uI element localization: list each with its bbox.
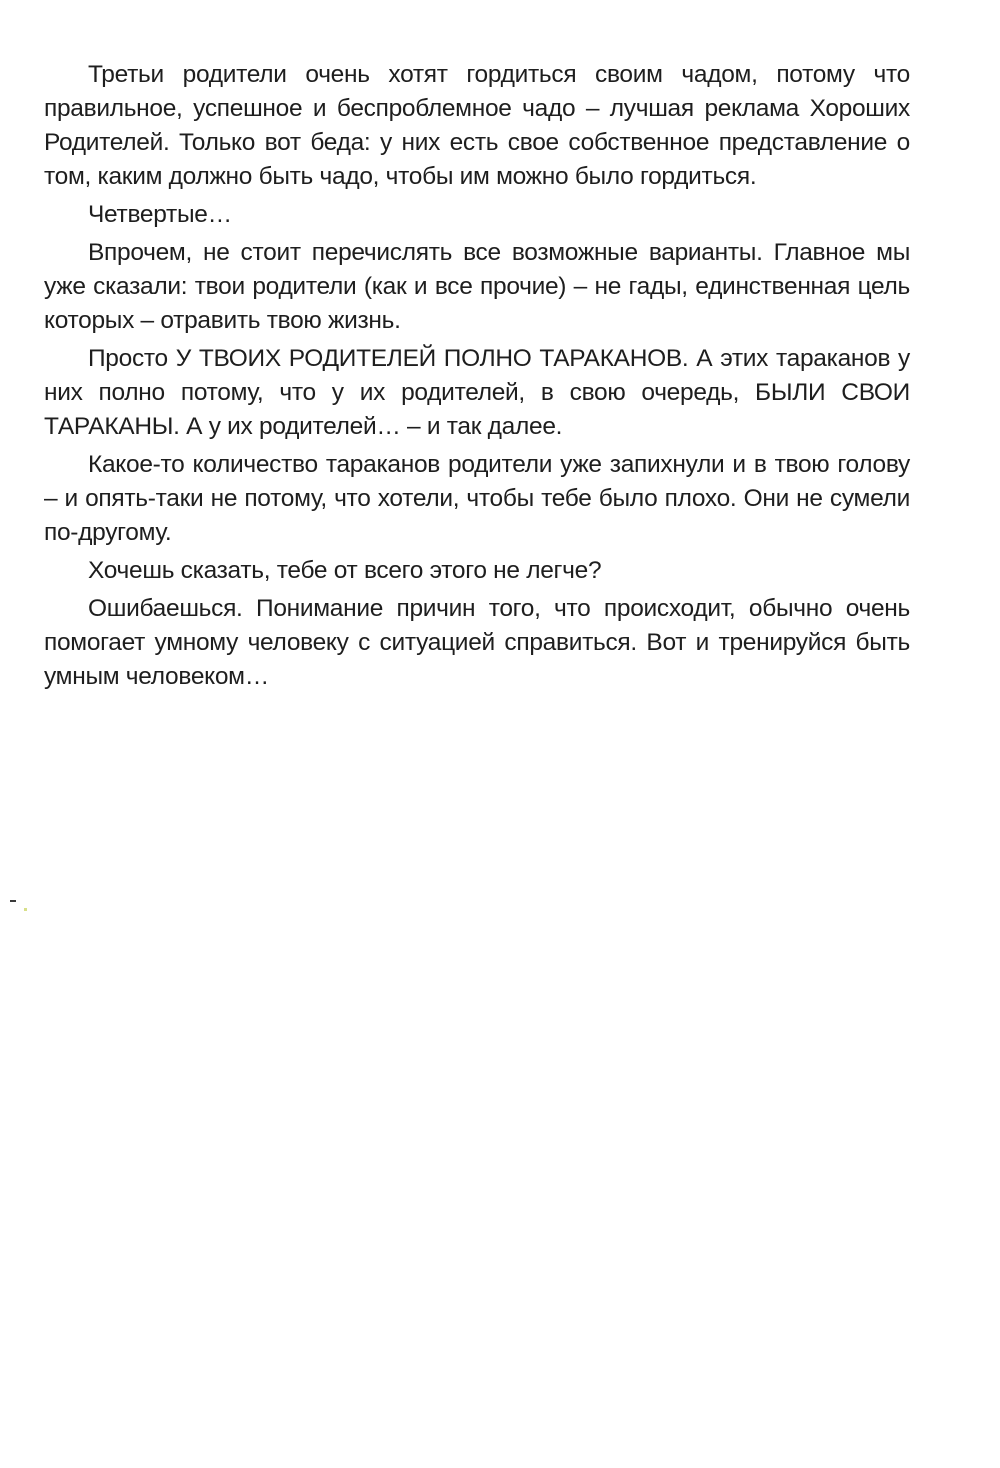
paragraph-3: Впрочем, не стоит перечислять все возможные варианты. Главное мы уже сказали: твои родители (как и все прочие) – не гады, единственная цель которых – отравить твою жизнь.: [44, 239, 910, 334]
paragraph-1: Третьи родители очень хотят гордиться своим чадом, потому что правильное, успешное и беспроблемное чадо – лучшая реклама Хороших Родителей. Только вот беда: у них есть свое собственное представление о том, каким должно быть чадо, чтобы им можно было гордиться.: [44, 61, 910, 190]
paragraph-5: Какое-то количество тараканов родители уже запихнули и в твою голову – и опять-таки не потому, что хотели, чтобы тебе было плохо. Они не сумели по-другому.: [44, 451, 910, 546]
scan-artifact: [10, 900, 16, 902]
scan-artifact-dot: [24, 908, 27, 911]
paragraph-2: Четвертые…: [88, 201, 232, 228]
paragraph-4: Просто У ТВОИХ РОДИТЕЛЕЙ ПОЛНО ТАРАКАНОВ. А этих тараканов у них полно потому, что у их родителей, в свою очередь, БЫЛИ СВОИ ТАРАКАНЫ. А у их родителей… – и так далее.: [44, 345, 910, 440]
paragraph-6: Хочешь сказать, тебе от всего этого не легче?: [88, 557, 602, 584]
body-text: [44, 58, 910, 698]
paragraph-7: Ошибаешься. Понимание причин того, что происходит, обычно очень помогает умному человеку с ситуацией справиться. Вот и тренируйся быть умным человеком…: [44, 595, 910, 690]
